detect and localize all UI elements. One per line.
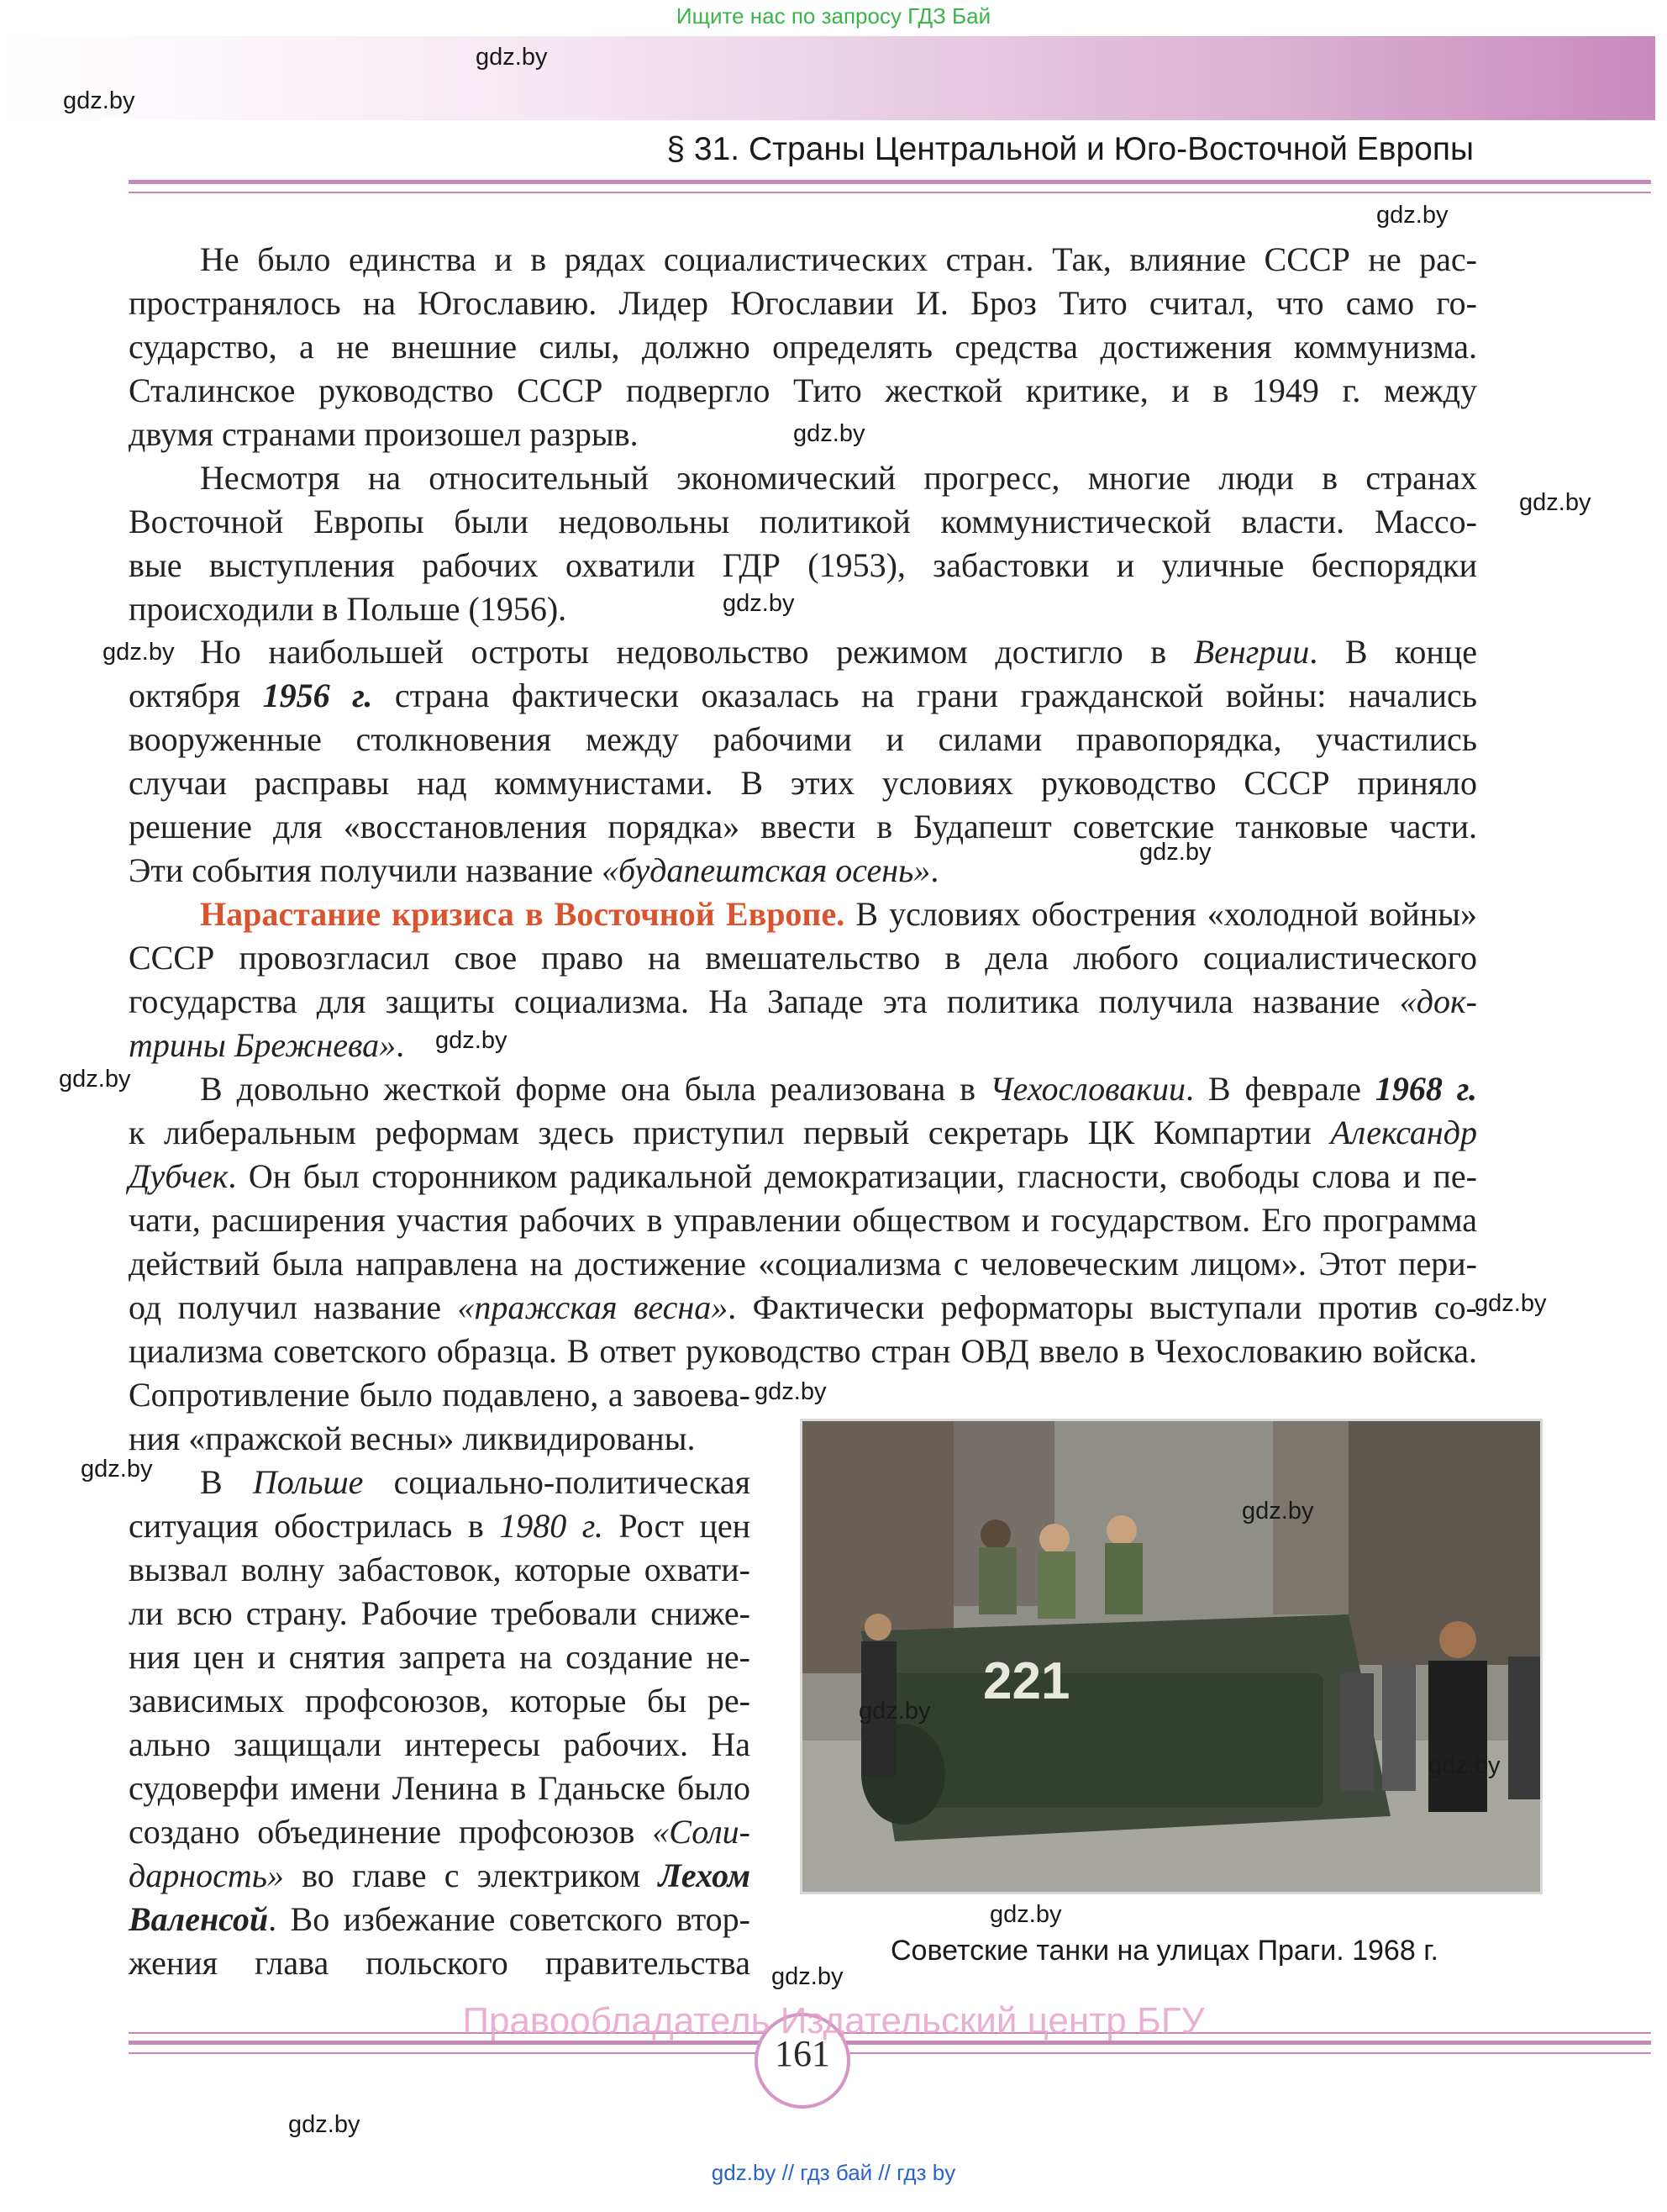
text-line: пространялось на Югославию. Лидер Югославии И. Броз Тито считал, что само го- (129, 284, 1477, 322)
text-line: Эти события получили название «будапештская осень». (129, 851, 939, 889)
watermark: gdz.by (859, 1698, 931, 1725)
watermark: gdz.by (435, 1027, 507, 1054)
watermark: gdz.by (1242, 1498, 1314, 1525)
page-number: 161 (775, 2033, 830, 2074)
text-line: зависимых профсоюзов, которые бы ре- (129, 1682, 750, 1720)
watermark: gdz.by (990, 1901, 1062, 1928)
text-line: Восточной Европы были недовольны политикой коммунистической власти. Массо- (129, 503, 1477, 540)
text-line: ситуация обострилась в 1980 г. Рост цен (129, 1507, 751, 1545)
text-line: Несмотря на относительный экономический прогресс, многие люди в странах (200, 459, 1477, 497)
text-line: Сталинское руководство СССР подвергло Тито жесткой критике, и в 1949 г. между (129, 371, 1477, 409)
watermark: gdz.by (81, 1456, 153, 1483)
text-line: чати, расширения участия рабочих в управлении обществом и государством. Его программа (129, 1201, 1477, 1239)
text-line: В Польше социально-политическая (200, 1463, 750, 1501)
photo-caption: Советские танки на улицах Праги. 1968 г. (891, 1935, 1438, 1967)
text-line: од получил название «пражская весна». Фактически реформаторы выступали против со- (129, 1288, 1477, 1326)
watermark: gdz.by (755, 1378, 827, 1405)
text-line: В довольно жесткой форме она была реализована в Чехословакии. В феврале 1968 г. (200, 1070, 1477, 1108)
watermark: gdz.by (63, 87, 135, 114)
text-line: вооруженные столкновения между рабочими и силами правопорядка, участились (129, 720, 1477, 758)
text-line: ния «пражской весны» ликвидированы. (129, 1419, 696, 1457)
watermark: gdz.by (476, 44, 548, 71)
watermark: gdz.by (1376, 202, 1449, 229)
text-line: Не было единства и в рядах социалистических стран. Так, влияние СССР не рас- (200, 240, 1477, 278)
text-line: создано объединение профсоюзов «Соли- (129, 1813, 750, 1851)
text-line: Нарастание кризиса в Восточной Европе. В условиях обострения «холодной войны» (200, 895, 1478, 933)
photo-illustration (802, 1421, 1540, 1892)
text-line: решение для «восстановления порядка» ввести в Будапешт советские танковые части. (129, 808, 1477, 845)
watermark: gdz.by (1475, 1290, 1547, 1317)
footer-rule (129, 2052, 1651, 2054)
photo-prague-tanks (800, 1419, 1543, 1894)
text-line: октября 1956 г. страна фактически оказалась на грани гражданской войны: начались (129, 677, 1477, 714)
text-line: Сопротивление было подавлено, а завоева- (129, 1376, 750, 1414)
text-line: дарность» во главе с электриком Лехом (129, 1856, 750, 1894)
text-line: к либеральным реформам здесь приступил первый секретарь ЦК Компартии Александр (129, 1114, 1477, 1151)
tank-number: 221 (983, 1652, 1070, 1710)
search-hint: Ищите нас по запросу ГДЗ Бай (676, 3, 991, 29)
text-line: судоверфи имени Ленина в Гданьске было (129, 1769, 750, 1807)
text-line: ли всю страну. Рабочие требовали сниже- (129, 1594, 750, 1632)
text-line: Но наибольшей остроты недовольство режимом достигло в Венгрии. В конце (200, 633, 1477, 671)
publisher-watermark: Правообладатель Издательский центр БГУ (462, 2000, 1205, 2041)
text-line: Дубчек. Он был сторонником радикальной демократизации, гласности, свободы слова и пе- (129, 1157, 1477, 1195)
watermark: gdz.by (1519, 489, 1591, 516)
watermark: gdz.by (288, 2111, 360, 2138)
text-line: Валенсой. Во избежание советского втор- (129, 1900, 750, 1938)
watermark: gdz.by (1139, 839, 1212, 866)
text-line: действий была направлена на достижение «социализма с человеческим лицом». Этот пери- (129, 1245, 1477, 1282)
section-title: § 31. Страны Центральной и Юго-Восточной Европы (666, 131, 1474, 167)
text-line: ния цен и снятия запрета на создание не- (129, 1638, 750, 1676)
text-line: трины Брежнева». (129, 1026, 405, 1064)
watermark: gdz.by (793, 420, 865, 447)
text-line: происходили в Польше (1956). (129, 590, 567, 628)
watermark: gdz.by (103, 639, 175, 666)
text-line: сударство, а не внешние силы, должно определять средства достижения коммунизма. (129, 328, 1477, 366)
text-line: циализма советского образца. В ответ руководство стран ОВД ввело в Чехословакию войска. (129, 1332, 1477, 1370)
watermark: gdz.by (59, 1066, 131, 1093)
watermark: gdz.by (723, 590, 795, 617)
text-line: вые выступления рабочих охватили ГДР (1953), забастовки и уличные беспорядки (129, 546, 1477, 584)
header-rule (129, 192, 1651, 193)
section-heading: Нарастание кризиса в Восточной Европе. (200, 895, 845, 933)
text-line: СССР провозгласил свое право на вмешательство в дела любого социалистического (129, 939, 1477, 977)
watermark: gdz.by (1428, 1752, 1501, 1779)
text-line: вызвал волну забастовок, которые охвати- (129, 1551, 750, 1588)
text-line: государства для защиты социализма. На Западе эта политика получила название «док- (129, 982, 1477, 1020)
text-line: ально защищали интересы рабочих. На (129, 1725, 750, 1763)
text-line: двумя странами произошел разрыв. (129, 415, 639, 453)
watermark: gdz.by (771, 1963, 844, 1990)
text-line: жения глава польского правительства (129, 1944, 750, 1982)
header-rule (129, 180, 1651, 184)
footer-links[interactable]: gdz.by // гдз бай // гдз by (711, 2160, 956, 2185)
text-line: случаи расправы над коммунистами. В этих условиях руководство СССР приняло (129, 764, 1477, 802)
header-band (0, 36, 1655, 120)
